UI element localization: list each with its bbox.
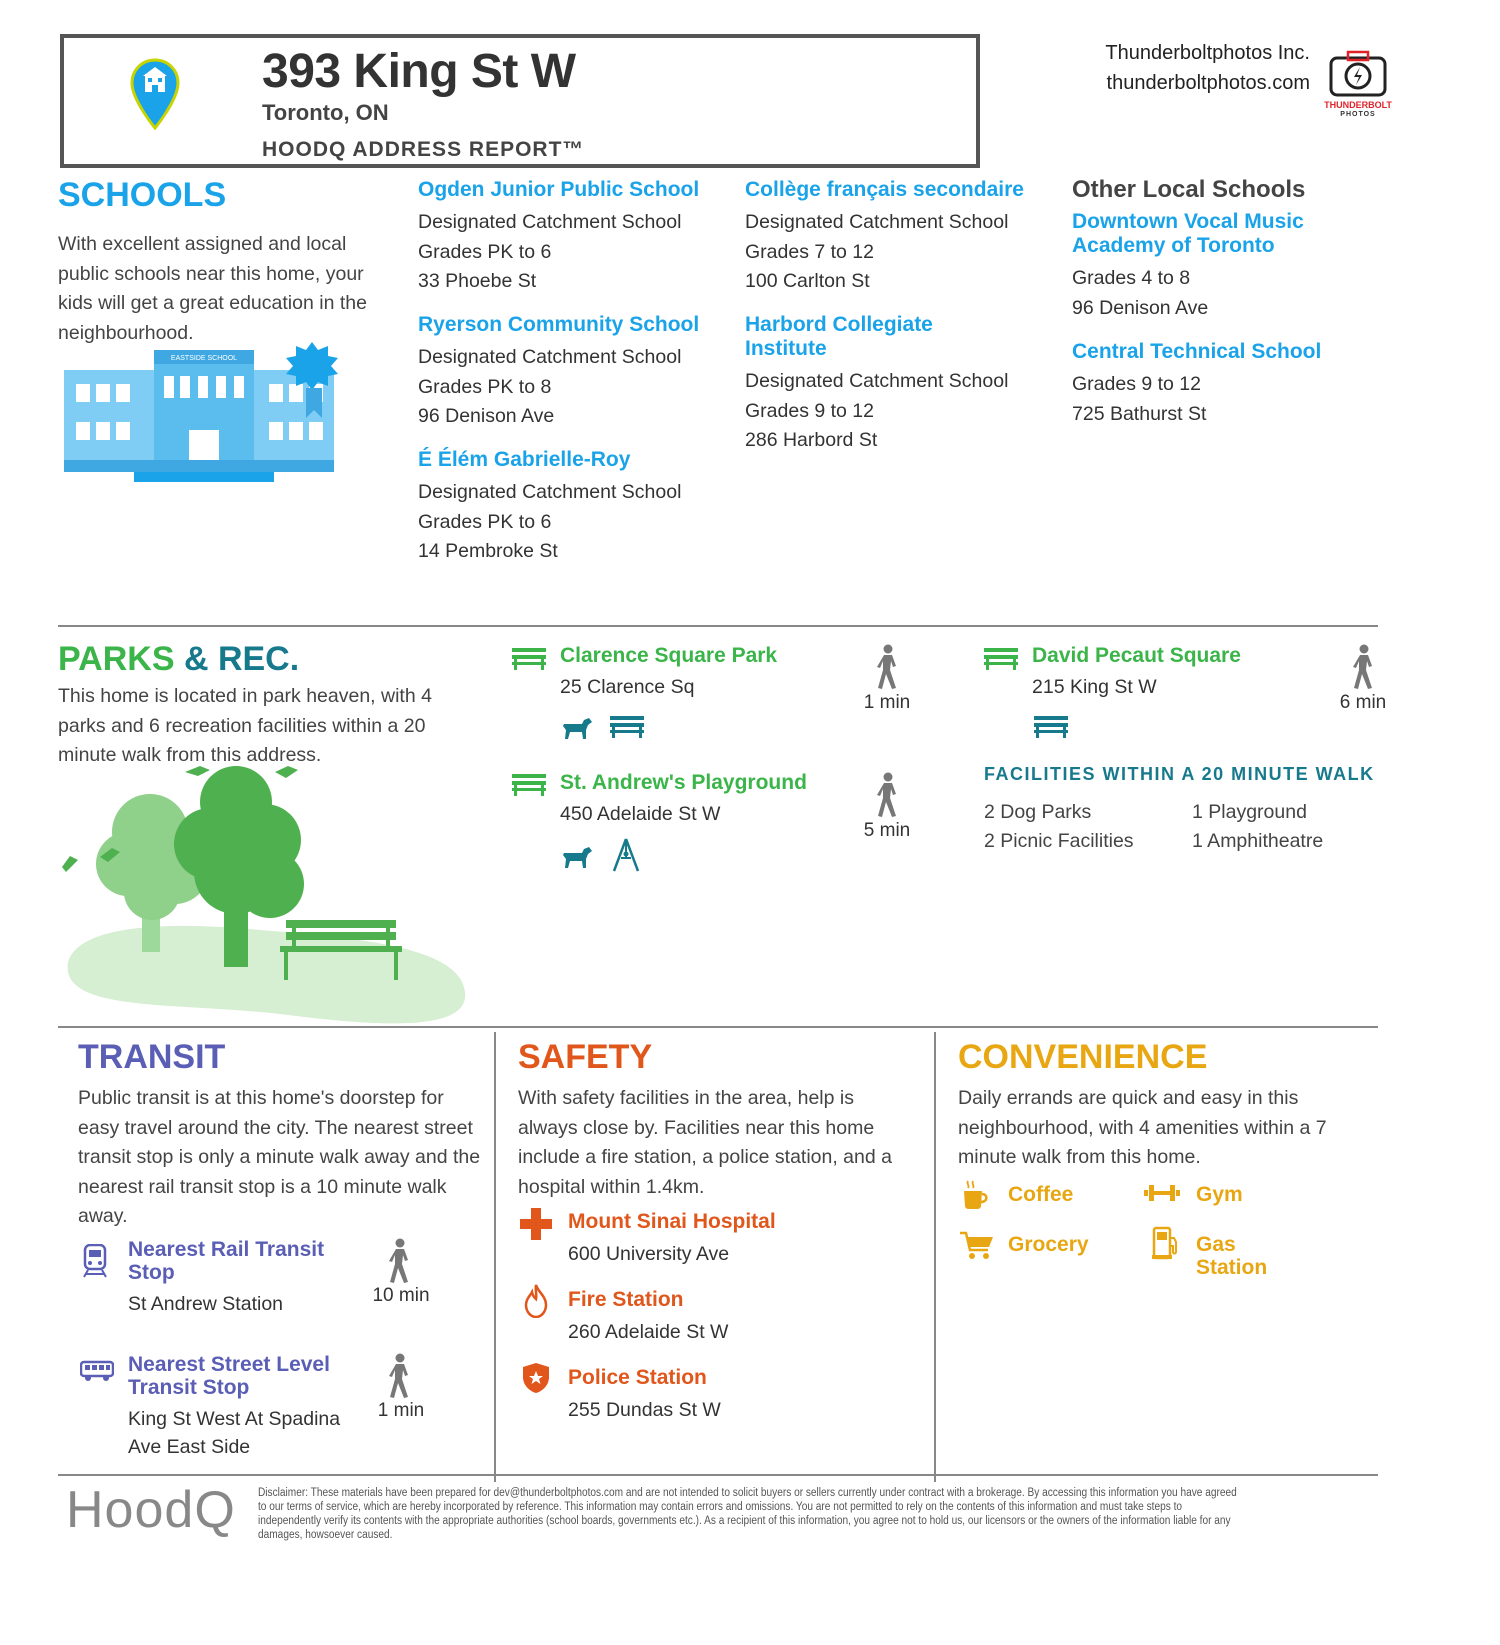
school-name[interactable]: Collège français secondaire: [745, 178, 1024, 201]
school-grades: Grades 9 to 12: [745, 399, 874, 422]
section-divider: [58, 625, 1378, 627]
walk-time: 10 min: [372, 1285, 430, 1306]
walking-person-icon: [872, 772, 902, 818]
amenity-coffee: Coffee: [1008, 1183, 1074, 1206]
street-stop-name-line1: King St West At Spadina: [128, 1408, 341, 1430]
street-transit-label-line2: Transit Stop: [128, 1376, 250, 1399]
hospital-cross-icon: [520, 1208, 552, 1240]
police-shield-icon: [522, 1362, 550, 1394]
school-name-line2[interactable]: Institute: [745, 337, 827, 360]
parks-title-b: & REC.: [183, 640, 300, 678]
school-type: Designated Catchment School: [418, 211, 682, 233]
park-address: 450 Adelaide St W: [560, 803, 721, 825]
transit-description: Public transit is at this home's doorstep for easy travel around the city. The nearest street transit stop is only a minute walk away and the nearest rail transit stop is a 10 minute walk away.: [78, 1087, 481, 1227]
walking-person-icon: [872, 644, 902, 690]
brand-name: Thunderboltphotos Inc.: [1105, 42, 1310, 64]
safety-facility-name[interactable]: Mount Sinai Hospital: [568, 1210, 776, 1233]
picnic-facility-icon: [610, 716, 644, 738]
school-entry: [418, 178, 718, 313]
school-grades: Grades 9 to 12: [1072, 373, 1201, 395]
other-schools: [1072, 176, 1372, 429]
facility-item: 1 Playground: [1192, 801, 1307, 823]
school-name[interactable]: Central Technical School: [1072, 340, 1322, 363]
school-list-col2: [745, 178, 1045, 456]
school-entry: [745, 178, 1045, 313]
street-transit: [128, 1353, 340, 1461]
convenience-title: CONVENIENCE: [958, 1038, 1208, 1076]
school-grades: Grades 7 to 12: [745, 240, 874, 263]
safety-facility-address: 255 Dundas St W: [568, 1399, 721, 1421]
safety-description: With safety facilities in the area, help is always close by. Facilities near this home include a fire station, a police station, and a hospital within 1.4km.: [518, 1087, 892, 1198]
fire-icon: [524, 1284, 548, 1318]
other-schools-title: Other Local Schools: [1072, 176, 1306, 203]
parks-description: This home is located in park heaven, with 4 parks and 6 recreation facilities within a 20 minute walk from this address.: [58, 685, 432, 766]
picnic-facility-icon: [1034, 716, 1068, 738]
amenity-gas-line1: Gas: [1196, 1233, 1236, 1256]
amenity-grocery: Grocery: [1008, 1233, 1089, 1256]
walking-person-icon: [384, 1353, 414, 1399]
walk-time: 1 min: [377, 1400, 425, 1421]
schools-title: SCHOOLS: [58, 176, 227, 214]
school-list-col1: [418, 178, 718, 567]
disclaimer-text: Disclaimer: These materials have been prepared for dev@thunderboltphotos.com and are not intended to solicit buyers or sellers currently under contract with a brokerage. By accessing this information you have agreed to our terms of service, which are hereby incorporated by reference. This information may contain errors and omissions. You are not permitted to rely on the contents of this information and must take steps to independently verify its contents with the appropriate authorities (school boards, governments etc.). As a recipient of this information, you agree not to hold us, our licensors or the owners of the information liable for any damages, howsoever caused.: [258, 1487, 1237, 1541]
school-name[interactable]: Ogden Junior Public School: [418, 178, 700, 201]
rail-transit-label-line2: Stop: [128, 1261, 175, 1284]
school-address: 100 Carlton St: [745, 270, 870, 292]
school-address: 725 Bathurst St: [1072, 402, 1207, 425]
park-bench-icon: [512, 774, 546, 796]
walk-time: 1 min: [863, 692, 911, 713]
brand-logo-text: THUNDERBOLT: [1324, 100, 1392, 110]
hoodq-logo: HoodQ: [66, 1481, 236, 1539]
brand-logo-subtext: PHOTOS: [1340, 111, 1376, 118]
school-address: 96 Denison Ave: [1072, 296, 1209, 319]
facility-item: 2 Picnic Facilities: [984, 830, 1134, 852]
school-name-line2[interactable]: Academy of Toronto: [1072, 234, 1275, 257]
school-address: 33 Phoebe St: [418, 270, 537, 292]
park-name[interactable]: David Pecaut Square: [1032, 644, 1241, 667]
property-address: 393 King St W: [262, 45, 576, 98]
safety-facility-address: 260 Adelaide St W: [568, 1321, 729, 1343]
school-grades: Grades 4 to 8: [1072, 267, 1191, 289]
school-building-illustration: [64, 342, 354, 492]
school-address: 286 Harbord St: [745, 429, 878, 451]
park-bench-icon: [512, 648, 546, 670]
rail-station-name: St Andrew Station: [128, 1293, 284, 1315]
location-pin-icon: [130, 58, 180, 130]
park-address: 25 Clarence Sq: [560, 676, 695, 698]
park-name[interactable]: Clarence Square Park: [560, 644, 778, 667]
school-entry: [1072, 340, 1372, 429]
convenience-description: Daily errands are quick and easy in this neighbourhood, with 4 amenities within a 7 minute walk from this home.: [958, 1087, 1327, 1168]
school-entry: [418, 313, 718, 448]
property-city: Toronto, ON: [262, 100, 389, 125]
safety-facility-name[interactable]: Fire Station: [568, 1288, 684, 1311]
school-type: Designated Catchment School: [745, 211, 1009, 233]
parks-title: [58, 640, 299, 679]
park-illustration: [60, 752, 480, 1032]
bus-icon: [80, 1360, 114, 1382]
amenity-gas-line2: Station: [1196, 1256, 1268, 1279]
safety-title: SAFETY: [518, 1038, 653, 1076]
school-grades: Grades PK to 6: [418, 240, 552, 263]
camera-logo-icon: [1328, 48, 1388, 98]
school-grades: Grades PK to 6: [418, 510, 552, 533]
school-entry: [418, 448, 718, 567]
school-type: Designated Catchment School: [745, 370, 1009, 392]
grocery-cart-icon: [960, 1230, 994, 1260]
column-divider: [494, 1032, 496, 1482]
park-bench-icon: [984, 648, 1018, 670]
coffee-cup-icon: [962, 1180, 990, 1210]
school-grades: Grades PK to 8: [418, 375, 552, 398]
safety-facility-name[interactable]: Police Station: [568, 1366, 707, 1389]
walk-time: 6 min: [1339, 692, 1387, 713]
transit-title: TRANSIT: [78, 1038, 226, 1076]
gas-pump-icon: [1152, 1226, 1180, 1260]
school-name[interactable]: Ryerson Community School: [418, 313, 700, 336]
school-type: Designated Catchment School: [418, 481, 682, 503]
train-icon: [82, 1244, 108, 1278]
school-entry: [1072, 210, 1372, 340]
facilities-title: FACILITIES WITHIN A 20 MINUTE WALK: [984, 764, 1375, 784]
school-sign-text: EASTSIDE SCHOOL: [170, 355, 238, 362]
column-divider: [934, 1032, 936, 1482]
park-name[interactable]: St. Andrew's Playground: [560, 771, 807, 794]
street-stop-name-line2: Ave East Side: [128, 1436, 251, 1458]
school-type: Designated Catchment School: [418, 346, 682, 368]
section-divider: [58, 1474, 1378, 1476]
schools-description: With excellent assigned and local public schools near this home, your kids will get a great education in the neighbourhood.: [58, 233, 367, 344]
dog-park-icon: [562, 845, 594, 869]
school-name-line1[interactable]: Downtown Vocal Music: [1072, 210, 1304, 233]
school-name-line1[interactable]: Harbord Collegiate: [745, 313, 933, 336]
safety-facility-address: 600 University Ave: [568, 1243, 730, 1265]
school-address: 96 Denison Ave: [418, 405, 555, 427]
school-entry: [745, 313, 1045, 456]
section-divider: [58, 1026, 1378, 1028]
facility-item: 2 Dog Parks: [984, 801, 1092, 823]
brand-url[interactable]: thunderboltphotos.com: [1106, 72, 1310, 94]
parks-title-a: PARKS: [58, 640, 175, 678]
report-title: HOODQ ADDRESS REPORT™: [262, 138, 585, 161]
walking-person-icon: [1348, 644, 1378, 690]
amenity-gas-station: [1196, 1233, 1267, 1279]
amenity-gym: Gym: [1196, 1183, 1243, 1206]
facility-item: 1 Amphitheatre: [1192, 830, 1324, 852]
walking-person-icon: [384, 1238, 414, 1284]
walk-time: 5 min: [863, 820, 911, 841]
school-name[interactable]: É Élém Gabrielle-Roy: [418, 448, 631, 471]
rail-transit: [128, 1238, 324, 1318]
playground-icon: [612, 838, 640, 872]
park-address: 215 King St W: [1032, 676, 1157, 698]
street-transit-label-line1: Nearest Street Level: [128, 1353, 330, 1376]
dog-park-icon: [562, 716, 594, 740]
school-address: 14 Pembroke St: [418, 540, 558, 562]
gym-dumbbell-icon: [1144, 1184, 1180, 1202]
rail-transit-label-line1: Nearest Rail Transit: [128, 1238, 325, 1261]
